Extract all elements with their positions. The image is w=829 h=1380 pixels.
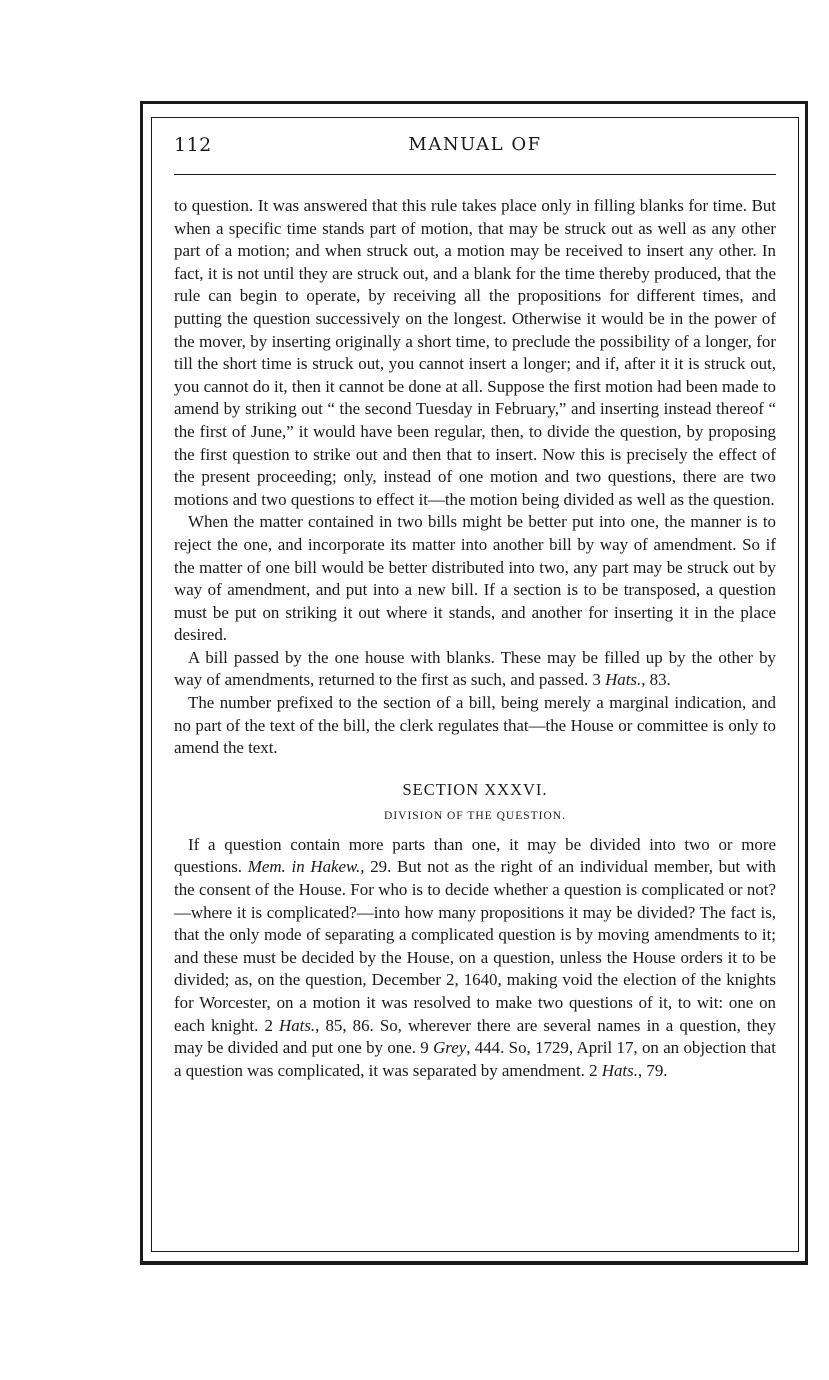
citation: Mem. in Hakew. xyxy=(247,857,361,877)
section-subheading: DIVISION OF THE QUESTION. xyxy=(384,809,566,822)
page-number: 112 xyxy=(174,134,212,156)
page-body xyxy=(174,195,776,1082)
body-paragraph-bills: When the matter contained in two bills might be better put into one, the manner is to reject the one, and incorporate its matter into another bill by way of amendment. So if the matter of one bill would be better distributed into two, any part may be struck out by way of amendment, and put into a new bill. If a section is to be transposed, a question must be put on striking it out where it stands, and another for inserting it in the place desired. xyxy=(174,512,776,645)
page-header xyxy=(174,134,776,164)
section-paragraph: If a question contain more parts than one, it may be divided into two or more questions. Mem. in Hakew., 29. But not as the right of an individual member, but with the consent of the House. For who is to decide whether a question is complicated or not?—where it is complicated?—into how many propositions it may be divided? The fact is, that the only mode of separating a complicated question is by moving amendments to it; and these must be decided by the House, on a question, unless the House orders it to be divided; as, on the question, December 2, 1640, making void the election of the knights for Worcester, on a motion it was resolved to make two questions of it, to wit: one on each knight. 2 Hats., 85, 86. So, wherever there are several names in a question, they may be divided and put one by one. 9 Grey, 444. So, 1729, April 17, on an objection that a question was complicated, it was separated by amendment. 2 Hats., 79. xyxy=(174,834,776,1080)
citation: Hats. xyxy=(279,1015,316,1035)
body-paragraph-numbering: The number prefixed to the section of a bill, being merely a marginal indication, and no part of the text of the bill, the clerk regulates that—the House or committee is only to amend the text. xyxy=(174,693,776,758)
running-title: MANUAL OF xyxy=(408,134,542,155)
citation: Grey xyxy=(433,1038,467,1058)
header-rule xyxy=(174,174,776,175)
citation: Hats. xyxy=(601,1060,638,1080)
citation: Hats. xyxy=(605,670,642,690)
section-heading: SECTION XXXVI. xyxy=(402,779,548,799)
body-paragraph-continued: to question. It was answered that this rule takes place only in filling blanks for time. But when a specific time stands part of motion, that may be struck out as well as any other part of a motion; and when struck out, a motion may be received to insert any other. In fact, it is not until they are struck out, and a blank for the time thereby produced, that the rule can begin to operate, by receiving all the propositions for different times, and putting the question successively on the longest. Otherwise it would be in the power of the mover, by inserting originally a short time, to preclude the possibility of a longer, for till the short time is struck out, you cannot insert a longer; and if, after it it is struck out, you cannot do it, then it cannot be done at all. Suppose the first motion had been made to amend by striking out “ the second Tuesday in February,” and inserting instead thereof “ the first of June,” it would have been regular, then, to divide the question, by proposing the first question to strike out and then that to insert. Now this is precisely the effect of the present proceeding; only, instead of one motion and two questions, there are two motions and two questions to effect it—the motion being divided as well as the question. xyxy=(174,196,776,509)
body-paragraph-blanks: A bill passed by the one house with blanks. These may be filled up by the other by way of amendments, returned to the first as such, and passed. 3 Hats., 83. xyxy=(174,647,776,690)
